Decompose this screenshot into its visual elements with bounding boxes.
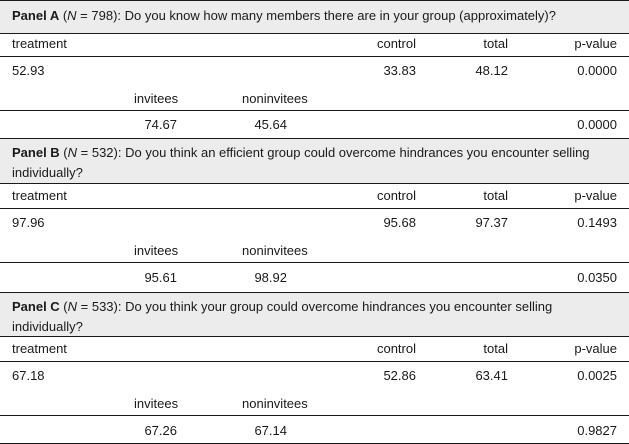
panel-b-label: Panel B xyxy=(12,145,60,160)
panel-c-control-value: 52.86 xyxy=(383,368,416,383)
panel-c-title: Panel C (N = 533): Do you think your group could overcome hindrances you encounter selling individually? xyxy=(12,299,553,334)
panel-c-noninvitees-value: 67.14 xyxy=(254,423,287,438)
panel-c-pvalue-value: 0.0025 xyxy=(577,368,617,383)
panel-c-total-value: 63.41 xyxy=(475,368,508,383)
panel-a-header-pvalue: p-value xyxy=(574,36,617,51)
panel-a-subheader-rule xyxy=(0,56,629,57)
panel-a-header-treatment: treatment xyxy=(12,36,67,51)
panel-c-n-value: = 533 xyxy=(77,299,114,314)
panel-b-title: Panel B (N = 532): Do you think an efficient group could overcome hindrances you encounter selling individually? xyxy=(12,145,590,180)
panel-a-header-control: control xyxy=(376,36,416,51)
panel-b-header-pvalue: p-value xyxy=(574,188,617,203)
panel-c-invitee-rule xyxy=(0,415,629,416)
panel-b-subheader-invitees: invitees xyxy=(134,243,179,258)
panel-c-invitee-pvalue: 0.9827 xyxy=(577,423,617,438)
panel-a-invitee-pvalue: 0.0000 xyxy=(577,117,617,132)
panel-b-invitee-pvalue: 0.0350 xyxy=(577,270,617,285)
panel-b-question: Do you think an efficient group could overcome hindrances you encounter selling individually? xyxy=(12,145,590,180)
panel-b-header-treatment: treatment xyxy=(12,188,67,203)
panel-b-invitee-rule xyxy=(0,262,629,263)
panel-b-subheader-noninvitees: noninvitees xyxy=(242,243,308,258)
panel-a-invitee-rule xyxy=(0,110,629,111)
panel-a-label: Panel A xyxy=(12,8,60,23)
panel-c-header-rule xyxy=(0,336,629,337)
panel-a-header-total: total xyxy=(483,36,508,51)
panel-a-noninvitees-value: 45.64 xyxy=(254,117,287,132)
panel-b-n-var: N xyxy=(67,145,78,160)
panel-b-header-control: control xyxy=(376,188,416,203)
panel-b-header-rule xyxy=(0,183,629,184)
panel-a-n-value: = 798 xyxy=(76,8,114,23)
panel-b-header-total: total xyxy=(483,188,508,203)
panel-c-header-total: total xyxy=(483,341,508,356)
panel-a-treatment-value: 52.93 xyxy=(12,63,45,78)
panel-c-question: Do you think your group could overcome hindrances you encounter selling individually? xyxy=(12,299,553,334)
panel-c-subheader-noninvitees: noninvitees xyxy=(242,396,308,411)
panel-c-label: Panel C xyxy=(12,299,60,314)
panel-a-n-var: N xyxy=(67,8,77,23)
panel-b-treatment-value: 97.96 xyxy=(12,215,45,230)
panel-a-question: Do you know how many members there are in your group (approximately)? xyxy=(124,8,556,23)
panel-b-control-value: 95.68 xyxy=(383,215,416,230)
panel-c-treatment-value: 67.18 xyxy=(12,368,45,383)
panel-b-n-value: = 532 xyxy=(77,145,114,160)
panel-b-invitees-value: 95.61 xyxy=(144,270,177,285)
panel-a-total-value: 48.12 xyxy=(475,63,508,78)
panel-a-control-value: 33.83 xyxy=(383,63,416,78)
panel-a-subheader-invitees: invitees xyxy=(134,91,179,106)
panel-c-invitees-value: 67.26 xyxy=(144,423,177,438)
panel-c-n-var: N xyxy=(67,299,78,314)
panel-a-subheader-noninvitees: noninvitees xyxy=(242,91,308,106)
panel-a-invitees-value: 74.67 xyxy=(144,117,177,132)
panel-c-subheader-rule xyxy=(0,361,629,362)
panel-a-title: Panel A (N = 798): Do you know how many members there are in your group (approximately)? xyxy=(12,8,556,23)
panel-a-header-rule xyxy=(0,33,629,34)
panel-c-subheader-invitees: invitees xyxy=(134,396,179,411)
panel-a-pvalue-value: 0.0000 xyxy=(577,63,617,78)
panel-b-noninvitees-value: 98.92 xyxy=(254,270,287,285)
panel-b-subheader-rule xyxy=(0,208,629,209)
panel-b-pvalue-value: 0.1493 xyxy=(577,215,617,230)
panel-c-header-control: control xyxy=(376,341,416,356)
panel-c-header-treatment: treatment xyxy=(12,341,67,356)
panel-c-header-pvalue: p-value xyxy=(574,341,617,356)
panel-b-total-value: 97.37 xyxy=(475,215,508,230)
